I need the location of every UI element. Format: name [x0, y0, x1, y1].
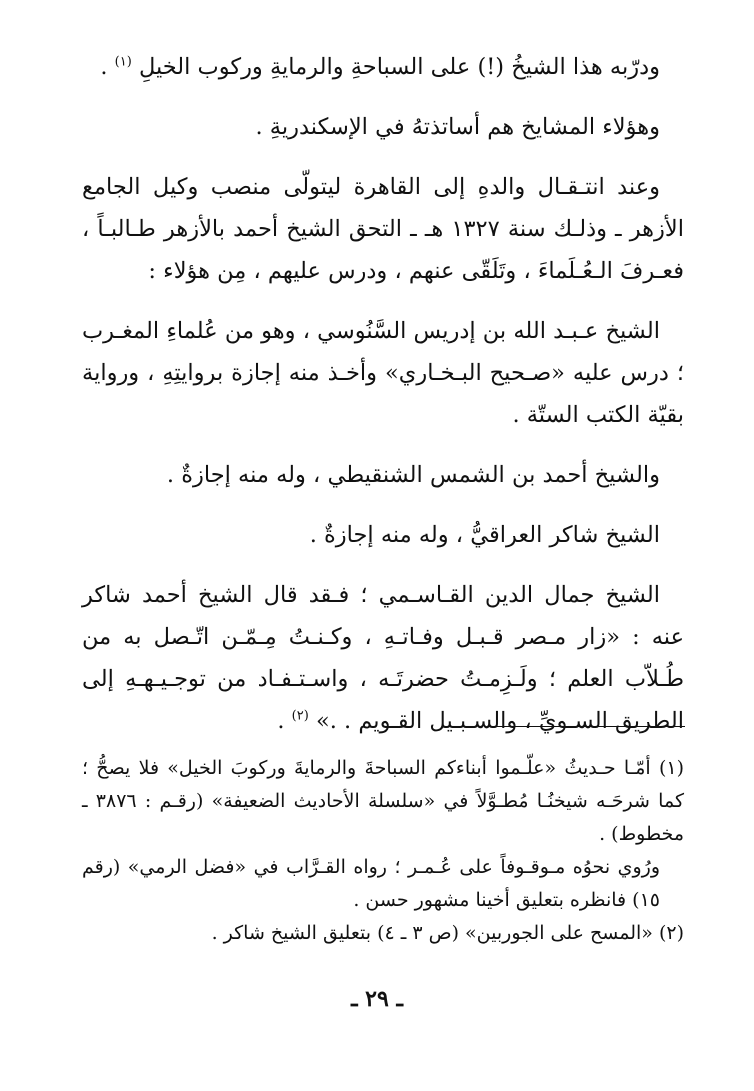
paragraph-1-end: .	[100, 54, 115, 80]
footnote-2: (٢) «المسح على الجوربين» (ص ٣ ـ ٤) بتعليق الشيخ شاكر .	[211, 922, 684, 944]
paragraph-4: الشيخ عـبـد الله بن إدريس السَّنُوسي ، وهو من عُلماءِ المغـرب ؛ درس عليه «صـحيح البـخـاري» وأخـذ منه إجازة بروايتِهِ ، ورواية بقيّة الكتب الستّة .	[82, 318, 684, 428]
footnote-1: (١) أمّـا حـديثُ «علّـموا أبناءكم السباحةَ والرمايةَ وركوبَ الخيل» فلا يصحُّ ؛ كما شرحَـه شيخنُـا مُطـوَّلاً في «سلسلة الأحاديث الضعيفة» (رقـم : ٣٨٧٦ ـ مخطوط) .	[82, 757, 684, 845]
footnote-reference-2: (٢)	[291, 708, 309, 724]
footnote-1-continuation: ورُوي نحوُه مـوقـوفاً على عُـمـر ؛ رواه القـرَّاب في «فضل الرمي» (رقم ١٥) فانظره بتعليق أخينا مشهور حسن .	[82, 856, 660, 911]
paragraph-2: وهؤلاء المشايخ هم أساتذتهُ في الإسكندريةِ .	[255, 114, 660, 140]
main-text	[82, 46, 684, 742]
footnotes	[82, 752, 684, 950]
page-number: ـ ٢٩ ـ	[351, 986, 403, 1012]
paragraph-5: والشيخ أحمد بن الشمس الشنقيطي ، وله منه إجازةٌ .	[166, 462, 660, 488]
footnote-reference-1: (١)	[114, 54, 132, 70]
paragraph-7-end: .	[277, 708, 292, 734]
paragraph-1-text: ودرّبه هذا الشيخُ (!) على السباحةِ والرمايةِ وركوب الخيلِ	[138, 54, 660, 80]
paragraph-7-text: الشيخ جمال الدين القـاسـمي ؛ فـقد قال الشيخ أحمد شاكر عنه : «زار مـصر قـبـل وفـاتـهِ ، وكـنـتُ مِـمّـن اتّـصل به من طُـلاّب العلم ؛ ولَـزِمـتُ حضرتَـه ، واسـتـفـاد من توجـيـهـهِ إلى الطريق السـويِّ ، والسـبـيل القـويم . .»	[82, 582, 684, 734]
paragraph-7	[82, 574, 684, 742]
paragraph-6: الشيخ شاكر العراقيُّ ، وله منه إجازةٌ .	[309, 522, 660, 548]
paragraph-1	[82, 46, 684, 88]
paragraph-3: وعند انتـقـال والدهِ إلى القاهرة ليتولّى منصب وكيل الجامع الأزهر ـ وذلـك سنة ١٣٢٧ هـ ـ التحق الشيخ أحمد بالأزهر طـالبـاً ، فعـرفَ الـعُـلَماءَ ، وتَلَقّى عنهم ، ودرس عليهم ، مِن هؤلاء :	[82, 174, 684, 284]
footnote-separator	[495, 726, 685, 727]
